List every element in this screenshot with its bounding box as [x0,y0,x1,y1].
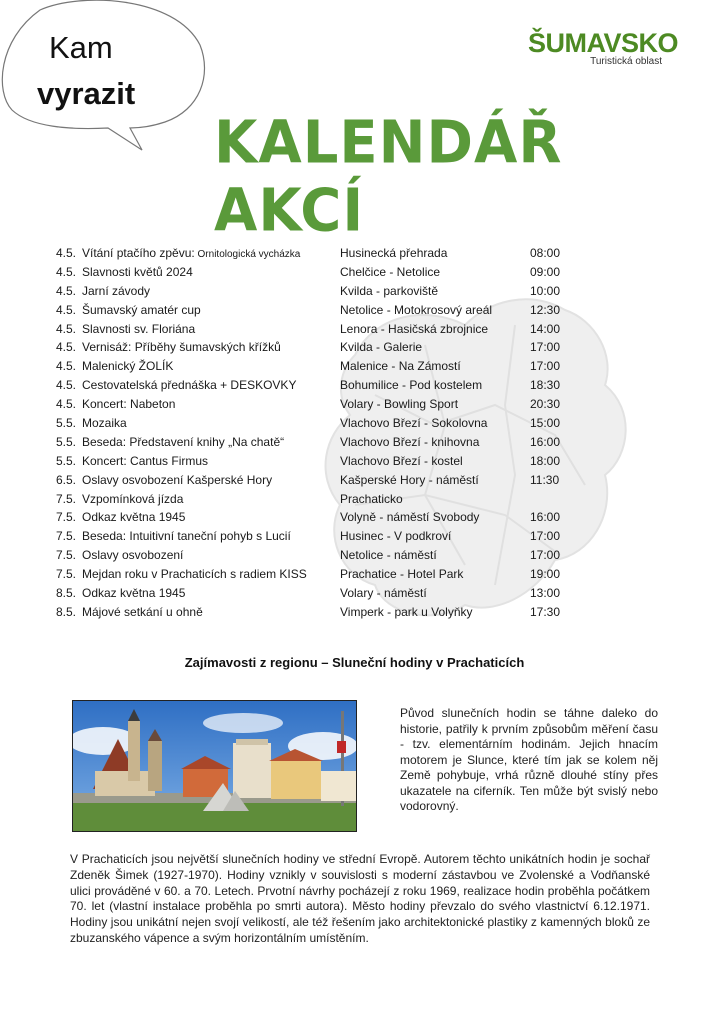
event-row [56,471,576,490]
event-time: 15:00 [530,416,561,431]
event-date: 7.5. [56,491,77,506]
event-row [56,376,576,395]
event-row [56,452,576,471]
event-time: 18:30 [530,378,561,393]
event-name: Mozaika [82,416,127,431]
event-date: 7.5. [56,567,77,582]
event-place: Volary - Bowling Sport [340,397,459,412]
event-time: 12:30 [530,302,561,317]
event-time: 17:00 [530,340,561,355]
event-time: 17:00 [530,529,561,544]
event-place: Netolice - Motokrosový areál [340,302,493,317]
event-time: 09:00 [530,264,561,279]
event-name: Vernisáž: Příběhy šumavských křížků [82,340,281,355]
event-row [56,395,576,414]
event-row [56,282,576,301]
event-row [56,357,576,376]
prachatice-photo [72,700,357,832]
event-time: 16:00 [530,434,561,449]
event-name: Cestovatelská přednáška + DESKOVKY [82,378,297,393]
body-paragraph: V Prachaticích jsou největší slunečních hodiny ve střední Evropě. Autorem těchto unikátních hodin je sochař Zdeněk Šimek (1927-1970). Hodiny vznikly v souvislosti s moderní zástavbou ve Zvolenské a Vodňanské ulici prováděné v 60. a 70. Letech. Prvotní návrhy pocházejí z roku 1969, realizace hodin proběhla počátkem 70. let (vlastní instalace proběhla po smrti autora). Město hodiny převzalo do svého vlastnictví 6.12.1971. Hodiny jsou unikátní nejen svojí velikostí, ale též řešením jako architektonické plastiky z kamenných bloků ze zbuzanského vápence a svým horizontálním umístěním. [70,852,650,945]
event-date: 6.5. [56,472,77,487]
event-name: Jarní závody [82,283,151,298]
event-name: Koncert: Cantus Firmus [82,453,209,468]
event-place: Vlachovo Březí - Sokolovna [340,416,488,431]
event-place: Malenice - Na Zámostí [340,359,461,374]
event-row [56,433,576,452]
logo-subtitle: Turistická oblast [590,56,662,67]
event-place: Volyně - náměstí Svobody [340,510,480,525]
event-row [56,414,576,433]
event-date: 7.5. [56,510,77,525]
event-time: 14:00 [530,321,561,336]
event-place: Bohumilice - Pod kostelem [340,378,483,393]
bubble-line-1: Kam [49,30,113,65]
event-time: 13:00 [530,586,561,601]
event-row [56,527,576,546]
event-name: Koncert: Nabeton [82,397,176,412]
event-place: Volary - náměstí [340,586,427,601]
event-time: 17:30 [530,604,561,619]
event-date: 4.5. [56,321,77,336]
logo-name: ŠUMAVSKO [528,28,679,58]
event-name: Vítání ptačího zpěvu: Ornitologická vycházka [82,246,301,260]
event-time: 17:00 [530,548,561,563]
event-name: Beseda: Intuitivní taneční pohyb s Lucií [82,529,291,544]
event-name: Odkaz května 1945 [82,586,186,601]
event-row [56,320,576,339]
event-date: 5.5. [56,453,77,468]
event-place: Vimperk - park u Volyňky [340,604,473,619]
event-place: Lenora - Hasičská zbrojnice [340,321,489,336]
event-place: Kvilda - parkoviště [340,283,439,298]
event-time: 11:30 [530,472,560,487]
event-row [56,584,576,603]
event-place: Netolice - náměstí [340,548,437,563]
event-name: Vzpomínková jízda [82,491,184,506]
event-name: Slavnosti květů 2024 [82,264,193,279]
event-name: Mejdan roku v Prachaticích s radiem KISS [82,567,307,582]
event-row [56,565,576,584]
event-place: Vlachovo Březí - kostel [340,453,463,468]
event-row [56,338,576,357]
event-name: Oslavy osvobození [82,548,184,563]
event-date: 4.5. [56,378,77,393]
event-name: Slavnosti sv. Floriána [82,321,196,336]
event-date: 8.5. [56,604,77,619]
event-date: 4.5. [56,359,77,374]
event-time: 10:00 [530,283,561,298]
bubble-line-2: vyrazit [37,76,136,111]
event-place: Vlachovo Březí - knihovna [340,434,480,449]
event-date: 7.5. [56,529,77,544]
event-row [56,603,576,622]
sumavsko-logo [528,28,679,67]
event-time: 20:30 [530,397,561,412]
event-date: 4.5. [56,264,77,279]
event-row [56,263,576,282]
event-place: Kašperské Hory - náměstí [340,472,479,487]
event-date: 4.5. [56,340,77,355]
event-name: Oslavy osvobození Kašperské Hory [82,472,273,487]
event-date: 4.5. [56,246,77,260]
event-date: 4.5. [56,283,77,298]
event-place: Husinec - V podkroví [340,529,452,544]
event-name: Malenický ŽOLÍK [82,359,174,374]
events-list [56,244,576,622]
event-date: 5.5. [56,416,77,431]
intro-paragraph: Původ slunečních hodin se táhne daleko do historie, patřily k prvním způsobům měření času - tzv. elementárním hodinám. Jejich hnacím motorem je Slunce, které tím jak se kolem něj Země pohybuje, vrhá různě dlouhé stíny přes ukazatele na ciferník. Ten může být svislý nebo vodorovný. [400,706,658,813]
event-place: Prachaticko [340,491,403,506]
event-name: Šumavský amatér cup [82,302,201,317]
event-place: Chelčice - Netolice [340,264,441,279]
event-name: Beseda: Představení knihy „Na chatě“ [82,434,285,449]
event-time: 16:00 [530,510,561,525]
event-date: 8.5. [56,586,77,601]
page-title: KALENDÁŘ AKCÍ [214,108,563,246]
event-row [56,546,576,565]
event-row [56,490,576,509]
event-place: Husinecká přehrada [340,246,448,260]
section-title: Zajímavosti z regionu – Sluneční hodiny v Prachaticích [184,655,525,670]
event-time: 08:00 [530,246,561,260]
event-row [56,244,576,263]
event-time: 17:00 [530,359,561,374]
event-time: 19:00 [530,567,561,582]
event-name: Májové setkání u ohně [82,604,203,619]
event-place: Prachatice - Hotel Park [340,567,464,582]
event-date: 5.5. [56,434,77,449]
event-name: Odkaz května 1945 [82,510,186,525]
event-row [56,301,576,320]
event-date: 4.5. [56,302,77,317]
event-date: 4.5. [56,397,77,412]
event-place: Kvilda - Galerie [340,340,423,355]
event-date: 7.5. [56,548,77,563]
event-row [56,508,576,527]
event-time: 18:00 [530,453,561,468]
